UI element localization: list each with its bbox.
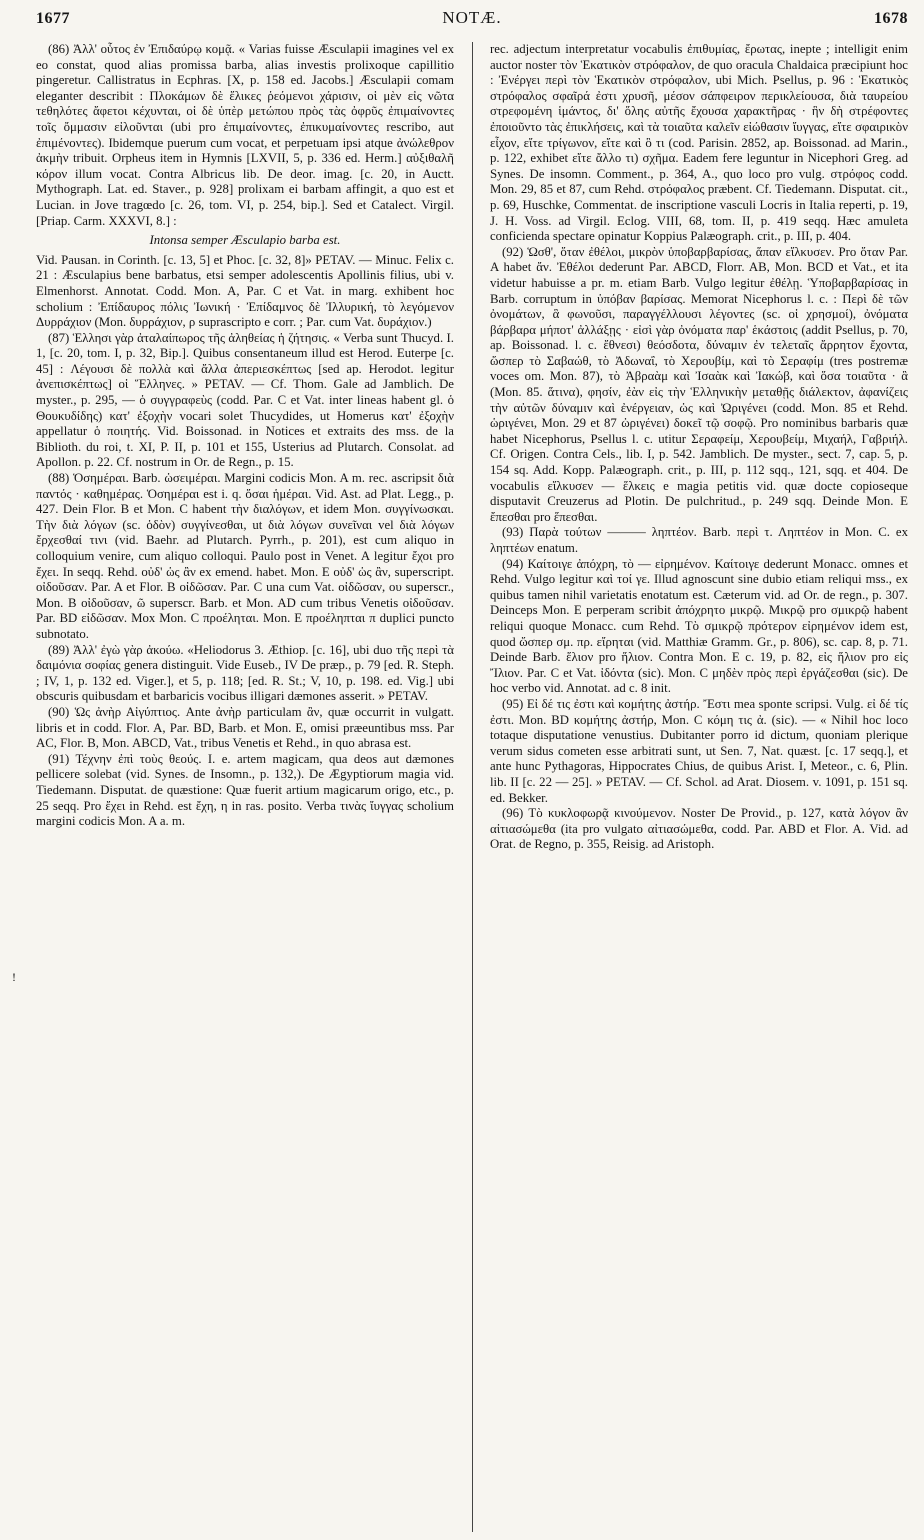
note-86: (86) Ἀλλ' οὗτος ἐν Ἐπιδαύρῳ κομᾷ. « Varias fuisse Æsculapii imagines vel ex eo constat, quod alias promissa barba, alias investis prolixoque capillitio pingeretur. Callistratus in Ecphras. [X, p. 158 ed. Jacobs.] Æsculapii comam eleganter describit : Πλοκάμων δὲ ἕλικες ῥεόμενοι χάρισιν, οἱ μὲν εἰς νῶτα τεθηλότες ἄφετοι κέχυνται, οἱ δὲ ὑπὲρ μετώπου πρὸς τὰς ὀφρῦς ἐπιμαίνοντες τοῖς ὄμμασιν εἰλοῦνται (ubi pro ἐπιμαίνοντες, ἐπικυμαίνοντες rescribo, aut ἐπιμένοντες). Ibidemque puerum cum vocat, et perpetuam ipsi atque ἀνώλεθρον ἀκμὴν tribuit. Orpheus item in Hymnis [LXVII, 5, p. 336 ed. Herm.] αὐξιθαλῆ κόρον illum vocat. Contra Albricus lib. De deor. imag. [c. 20, in Auctt. Mythograph. Lat. ed. Staver., p. 928] prolixam ei barbam affingit, a quo est et Lucian. in Jove tragœdo [c. 26, tom. VI, p. 254, bip.]. Sed et Catalect. Virgil. [Priap. Carm. XXXVI, 8.] : [36, 42, 454, 228]
note-93: (93) Παρὰ τούτων ——— ληπτέον. Barb. περὶ τ. Ληπτέον in Mon. C. ex ληπτέων enatum. [490, 525, 908, 555]
note-94: (94) Καίτοιγε ἀπόχρη, τὸ — εἰρημένον. Καίτοιγε dederunt Monacc. omnes et Rehd. Vulgo legitur καὶ τοί γε. Illud agnoscunt sine dubio etiam reliqui mss., ex quibus tamen nihil varietatis enotatum est. Cæterum vid. ad Or. de regn., p. 307. Deinceps Mon. E perperam scribit ἀπόχρητο μικρῷ. Μικρῷ pro σμικρῷ habent reliqui quoque Monacc. cum Rehd. Τὸ σμικρῷ πρότερον εἰρημένον idem est, quod ὥσπερ σμ. πρ. εἴρηται (vid. Matthiæ Gramm. Gr., p. 806), sc. cap. 8, p. 71. Deinde Barb. ἕλιον pro ἥλιον. Contra Mon. E c. 19, p. 82, εἰς ἥλιον pro εἰς Ἴλιον. Par. C et Vat. ἰδόντα (sic). Mon. C μηδὲν πρὸς περὶ ἐργάζεσθαι (sic). De hoc verbo vid. Annotat. ad c. 8 init. [490, 556, 908, 696]
columns [36, 42, 908, 853]
note-91-continued: rec. adjectum interpretatur vocabulis ἐπιθυμίας, ἔρωτας, inepte ; intelligit enim auctor noster τὸν Ἑκατικὸν στρόφαλον, de quo oracula Chaldaica præcipiunt hoc : Ἐνέργει περὶ τὸν Ἑκατικὸν στρόφαλον, ubi Mich. Psellus, p. 96 : Ἑκατικὸς στρόφαλος σφαῖρά ἐστι χρυσῆ, μέσον σάπφειρον περικλείουσα, διὰ ταυρείου στρεφομένη ἱμάντος, δι' ὅλης αὐτῆς ἔχουσα χαρακτῆρας · ἣν δὴ στρέφοντες ἐποιοῦντο τὰς ἐπικλήσεις, καὶ τὰ τοιαῦτα καλεῖν εἰώθασιν ἴυγγας, εἴτε σφαιρικὸν εἶχον, εἴτε τρίγωνον, εἴτε καὶ ὃ τι (cod. Parisin. 2852, ap. Boissonad. ad Marin., p. 122, exhibet εἴτε ἄλλο τι) σχῆμα. Eadem fere leguntur in Nicephori Greg. ad Synes. De insomn. Comment., p. 364, A., quo loco pro vulg. στρόφος codd. Mon. 29, 85 et 87, cum Rehd. στρόφαλος præbent. Cf. Tiedemann. Disputat. cit., p. 69, Huschke, Commentat. de inscriptione vasculi Locris in Italia reperti, p. 19, J. H. Voss. ad Virgil. Eclog. VIII, 68, tom. II, p. 419 seqq. Hæc amuleta conficienda spectare opinatur Koppius Palæograph. crit., p. III, p. 404. [490, 42, 908, 244]
note-88: (88) Ὁσημέραι. Barb. ὡσειμέραι. Margini codicis Mon. A m. rec. ascripsit διὰ παντός · καθημέρας. Ὁσημέραι est i. q. ὅσαι ἡμέραι. Vid. Ast. ad Plat. Legg., p. 427. Dein Flor. B et Mon. C habent τὴν διαλόγων, et idem Mon. συγγίνωσκαι. Τὴν διὰ λόγων (sc. ὁδὸν) συγγίνεσθαι, ut διὰ λόγων συνεῖναι vel διὰ λόγων ἔρχεσθαί τινι (vid. Baehr. ad Plutarch. Pyrrh., p. 201), est cum aliquo in colloquium venire, cum aliquo colloqui. Paulo post in Venet. A legitur ἔχοι pro ἔχει. In seqq. Rehd. οὐδ' ὡς ἂν ex emend. habet. Mon. E οὐδ' ὡς ἂν, superscript. οἰδοῦσαν. Par. A et Flor. B οἰδῶσαν. Par. C una cum Vat. οἰδῶσαν, ου superscr., Mon. B οἰδοῦσαν, ῶ superscr. Barb. et Mon. AD cum tribus Venetis οἰδοῦσαν. Par. BD εἰδῶσαν. Mox Mon. C προέληται. Mon. E προέληπται π duplici puncto subnotato. [36, 471, 454, 641]
page-header [36, 8, 908, 38]
left-column [36, 42, 454, 853]
note-95: (95) Εἰ δέ τις ἐστι καὶ κομήτης ἀστήρ. Ἔστι mea sponte scripsi. Vulg. εἰ δέ τίς ἐστι. Mon. BD κομήτης ἀστήρ, Mon. C κόμη τις ἀ. (sic). — « Nihil hoc loco totaque disputatione venustius. Dubitanter porro id dictum, quoniam plerique verum sidus cometen esse arbitrati sunt, ut Sen. 7, Nat. quæst. [c. 17 seqq.], et ante hunc Pythagoras, Hippocrates Chius, de quibus Arist. I, Meteor., c. 6, Plin. lib. II [c. 22 — 25]. » PETAV. — Cf. Schol. ad Arat. Diosem. v. 1091, p. 151 sq. ed. Bekker. [490, 696, 908, 805]
running-title: NOTÆ. [442, 8, 502, 27]
verse-quote: Intonsa semper Æsculapio barba est. [149, 233, 341, 248]
right-column [490, 42, 908, 853]
note-87: (87) Ἑλλησι γὰρ ἀταλαίπωρος τῆς ἀληθείας ἡ ζήτησις. « Verba sunt Thucyd. I. 1, [c. 20, tom. I, p. 32, Bip.]. Quibus consentaneum illud est Herod. Euterpe [c. 45] : Λέγουσι δὲ πολλὰ καὶ ἄλλα ἀπεριεσκέπτως [sed ap. Herodot. legitur ἀνεπισκέπτως] οἱ Ἕλληνες. » PETAV. — Cf. Thom. Gale ad Jamblich. De myster., p. 295, — ὁ συγγραφεὺς (codd. Par. C et Vat. inter lineas habent gl. ὁ Θουκυδίδης) κατ' ἐξοχὴν vocari solet Thucydides, ut Homerus κατ' ἐξοχὴν appellatur ὁ ποιητής. Vid. Boissonad. in Notices et extraits des mss. de la Biblioth. du roi, t. XI, P. II, p. 101 et 155, Usterius ad Plutarch. Consolat. ad Apollon. p. 22. Cf. nostrum in Or. de Regn., p. 15. [36, 330, 454, 470]
right-page-number: 1678 [874, 10, 908, 27]
note-89: (89) Ἀλλ' ἐγὼ γὰρ ἀκούω. «Heliodorus 3. Æthiop. [c. 16], ubi duo τῆς περὶ τὰ δαιμόνια σοφίας genera distinguit. Vide Euseb., IV De præp., p. 79 [ed. R. Steph. ; IV, 1, p. 132 ed. Viger.], et 5, p. 118; [ed. R. St.; V, 10, p. 198. ed. Vig.] ubi obscuris quibusdam et barbaricis vocibus illigari dæmones asserit. » PETAV. [36, 642, 454, 704]
margin-mark: ! [12, 970, 16, 984]
note-92: (92) Ὡσθ', ὅταν ἐθέλοι, μικρὸν ὑποβαρβαρίσας, ἅπαν εἵλκυσεν. Pro ὅταν Par. A habet ἄν. Ἐθέλοι dederunt Par. ABCD, Florr. AB, Mon. BCD et Vat., et ita videtur habuisse a pr. m. etiam Barb. Vulgo legitur ἐθέλῃ. Ὑποβαρβαρίσας in Barb. corruptum in ὑπόβαν βαρίσας. Memorat Nicephorus l. c. : Περὶ δὲ τῶν ὀνομάτων, ἃ φωνοῦσι, παραγγέλλουσι λέγοντες (sc. οἱ χρησμοί), ὀνόματα βάρβαρα μήποτ' ἀλλάξῃς · εἰσὶ γὰρ ὀνόματα παρ' ἑκάστοις (addit Psellus, p. 70, ap. Boissonad. l. c. ἔθνεσι) θεόσδοτα, δύναμιν ἐν τελεταῖς ἄρρητον ἔχοντα, ὥσπερ τὸ Σαβαώθ, τὸ Ἀδωναΐ, τὸ Χερουβίμ, καὶ τὸ Σεραφίμ (tres postremæ voces om. Mon. 87), τὸ Ἀβραὰμ καὶ Ἰσαὰκ καὶ Ἰακώβ, καὶ ὅσα τοιαῦτα · ἃ (Mon. 85. ἅτινα), φησίν, ἐὰν εἰς τὴν Ἑλληνικὴν μεταθῇς διάλεκτον, ἀφανίζεις τὴν αὐτῶν δύναμιν καὶ ἐνέργειαν, ὡς καὶ Ὠριγένει (codd. Mon. 85 et Rehd. ὡριγένει, Mon. 29 et 87 ὠριγένει) δοκεῖ τῷ σοφῷ. Pro nominibus barbaris quæ habet Nicephorus, Psellus l. c. utitur Σεραφείμ, Χερουβείμ, Μιχαήλ, Γαβριήλ. Cf. Origen. Contra Cels., lib. I, p. 542. Jamblich. De myster., sect. 7, cap. 5, p. 154 sq. Add. Kopp. Palæograph. crit., p. III, p. 112 sqq., 121, sqq. et 404. De vocabulis εἵλκυσεν — ἕλκεις e magia petitis vid. quæ docte copioseque disputavit Creuzerus ad Plotin. De pulchritud., p. 249 sqq. Deinde Mon. E ἔπεσθαι pro ἕπεσθαι. [490, 244, 908, 524]
column-rule [472, 42, 473, 1532]
note-96: (96) Τὸ κυκλοφωρᾷ κινούμενον. Noster De Provid., p. 127, κατὰ λόγον ἂν αἰτιασώμεθα (ita pro vulgato αἰτιασώμεθα, codd. Par. ABD et Flor. A. Vid. ad Orat. de Regno, p. 355, Reisig. ad Aristoph. [490, 806, 908, 852]
note-91: (91) Τέχνην ἐπὶ τοὺς θεούς. I. e. artem magicam, qua deos aut dæmones pellicere solebat (vid. Synes. de Insomn., p. 132,). De Ægyptiorum magia vid. Tiedemann. Disputat. de quæstione: Quæ fuerit artium magicarum origo, etc., p. 25 seqq. Pro ἔχει in Rehd. est ἔχη, η in ras. posito. Verba τινὰς ἴυγγας scholium margini codicis Mon. A a. m. [36, 751, 454, 829]
note-90: (90) Ὡς ἀνὴρ Αἰγύπτιος. Ante ἀνὴρ particulam ἂν, quæ occurrit in vulgatt. libris et in codd. Flor. A, Par. BD, Barb. et Mon. E, omisi præeuntibus mss. Par AC, Flor. B, Mon. ABCD, Vat., tribus Venetis et Rehd., in quo abrasa est. [36, 704, 454, 751]
note-86-continued: Vid. Pausan. in Corinth. [c. 13, 5] et Phoc. [c. 32, 8]» PETAV. — Minuc. Felix c. 21 : Æsculapius bene barbatus, etsi semper adolescentis Apollinis filius, ubi v. Elmenhorst. Annotat. Codd. Mon. A, Par. C et Vat. in marg. exhibent hoc scholium : Ἐπίδαυρος πόλις Ἰωνική · Ἐπίδαμνος δὲ Ἰλλυρική, τὸ λεγόμενον Δυρράχιον (Mon. δυρράχιον, ρ suprascripto e corr. ; Par. cum Vat. δυράχιον.) [36, 252, 454, 330]
left-page-number: 1677 [36, 10, 70, 27]
